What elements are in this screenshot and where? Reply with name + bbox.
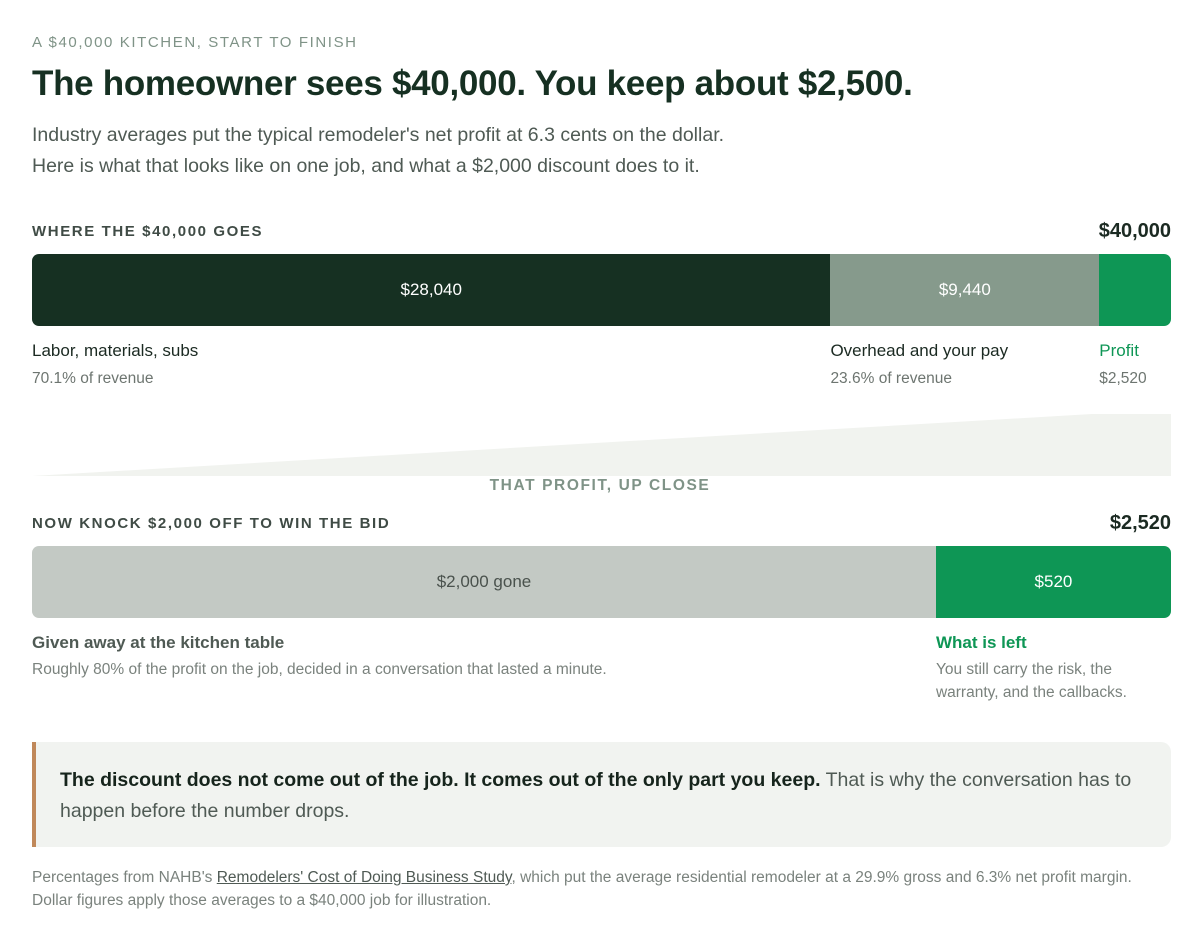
- revenue-stacked-bar: [32, 254, 1171, 326]
- bar-segment-1: [936, 546, 1171, 618]
- zoom-wedge: [32, 414, 1171, 476]
- subtitle-line-2: Here is what that looks like on one job, and what a $2,000 discount does to it.: [32, 155, 700, 177]
- footnote: [32, 866, 1172, 912]
- zoom-caption: THAT PROFIT, UP CLOSE: [489, 477, 711, 494]
- discount-stacked-bar: [32, 546, 1171, 618]
- page-title: The homeowner sees $40,000. You keep about $2,500.: [32, 64, 913, 103]
- eyebrow: A $40,000 KITCHEN, START TO FINISH: [32, 34, 358, 51]
- segment-detail: $2,520: [1099, 370, 1147, 387]
- footnote-text-after: , which put the average residential remodeler at a 29.9% gross and 6.3% net profit margin. Dollar figures apply those averages to a $40,000 job for illustration.: [32, 869, 1132, 909]
- callout-bold-text: The discount does not come out of the job. It comes out of the only part you keep.: [60, 769, 821, 791]
- segment-label: Overhead and your pay: [830, 341, 1009, 360]
- discount-chart-total: $2,520: [1109, 512, 1171, 534]
- discount-chart-title: NOW KNOCK $2,000 OFF TO WIN THE BID: [32, 515, 391, 532]
- segment-detail: 70.1% of revenue: [32, 370, 154, 387]
- footnote-text-before: Percentages from NAHB's: [32, 869, 217, 886]
- study-link[interactable]: Remodelers' Cost of Doing Business Study: [216, 869, 512, 886]
- bar-segment-value-label: $2,000 gone: [436, 572, 532, 591]
- segment-detail: You still carry the risk, the warranty, and the callbacks.: [935, 661, 1127, 701]
- callout-box: [32, 742, 1171, 847]
- callout-text: That is why the conversation has to happen before the number drops.: [60, 769, 1132, 822]
- bar-segment-value-label: $520: [1034, 572, 1073, 591]
- bar-segment-value-label: $9,440: [938, 280, 991, 299]
- bar-segment-0: [32, 254, 830, 326]
- segment-label: Given away at the kitchen table: [32, 633, 285, 652]
- subtitle: [32, 120, 1172, 182]
- revenue-chart-total: $40,000: [1098, 220, 1171, 242]
- segment-label: What is left: [935, 633, 1027, 652]
- subtitle-line-1: Industry averages put the typical remodeler's net profit at 6.3 cents on the dollar.: [32, 124, 725, 146]
- segment-detail: Roughly 80% of the profit on the job, decided in a conversation that lasted a minute.: [32, 661, 607, 678]
- segment-label: Labor, materials, subs: [32, 341, 199, 360]
- bar-segment-0: [32, 546, 936, 618]
- bar-segment-1: [830, 254, 1099, 326]
- revenue-chart-title: WHERE THE $40,000 GOES: [32, 223, 264, 240]
- bar-segment-2: [1099, 254, 1171, 326]
- segment-detail: 23.6% of revenue: [830, 370, 952, 387]
- bar-segment-value-label: $28,040: [400, 280, 462, 299]
- segment-label: Profit: [1099, 341, 1139, 360]
